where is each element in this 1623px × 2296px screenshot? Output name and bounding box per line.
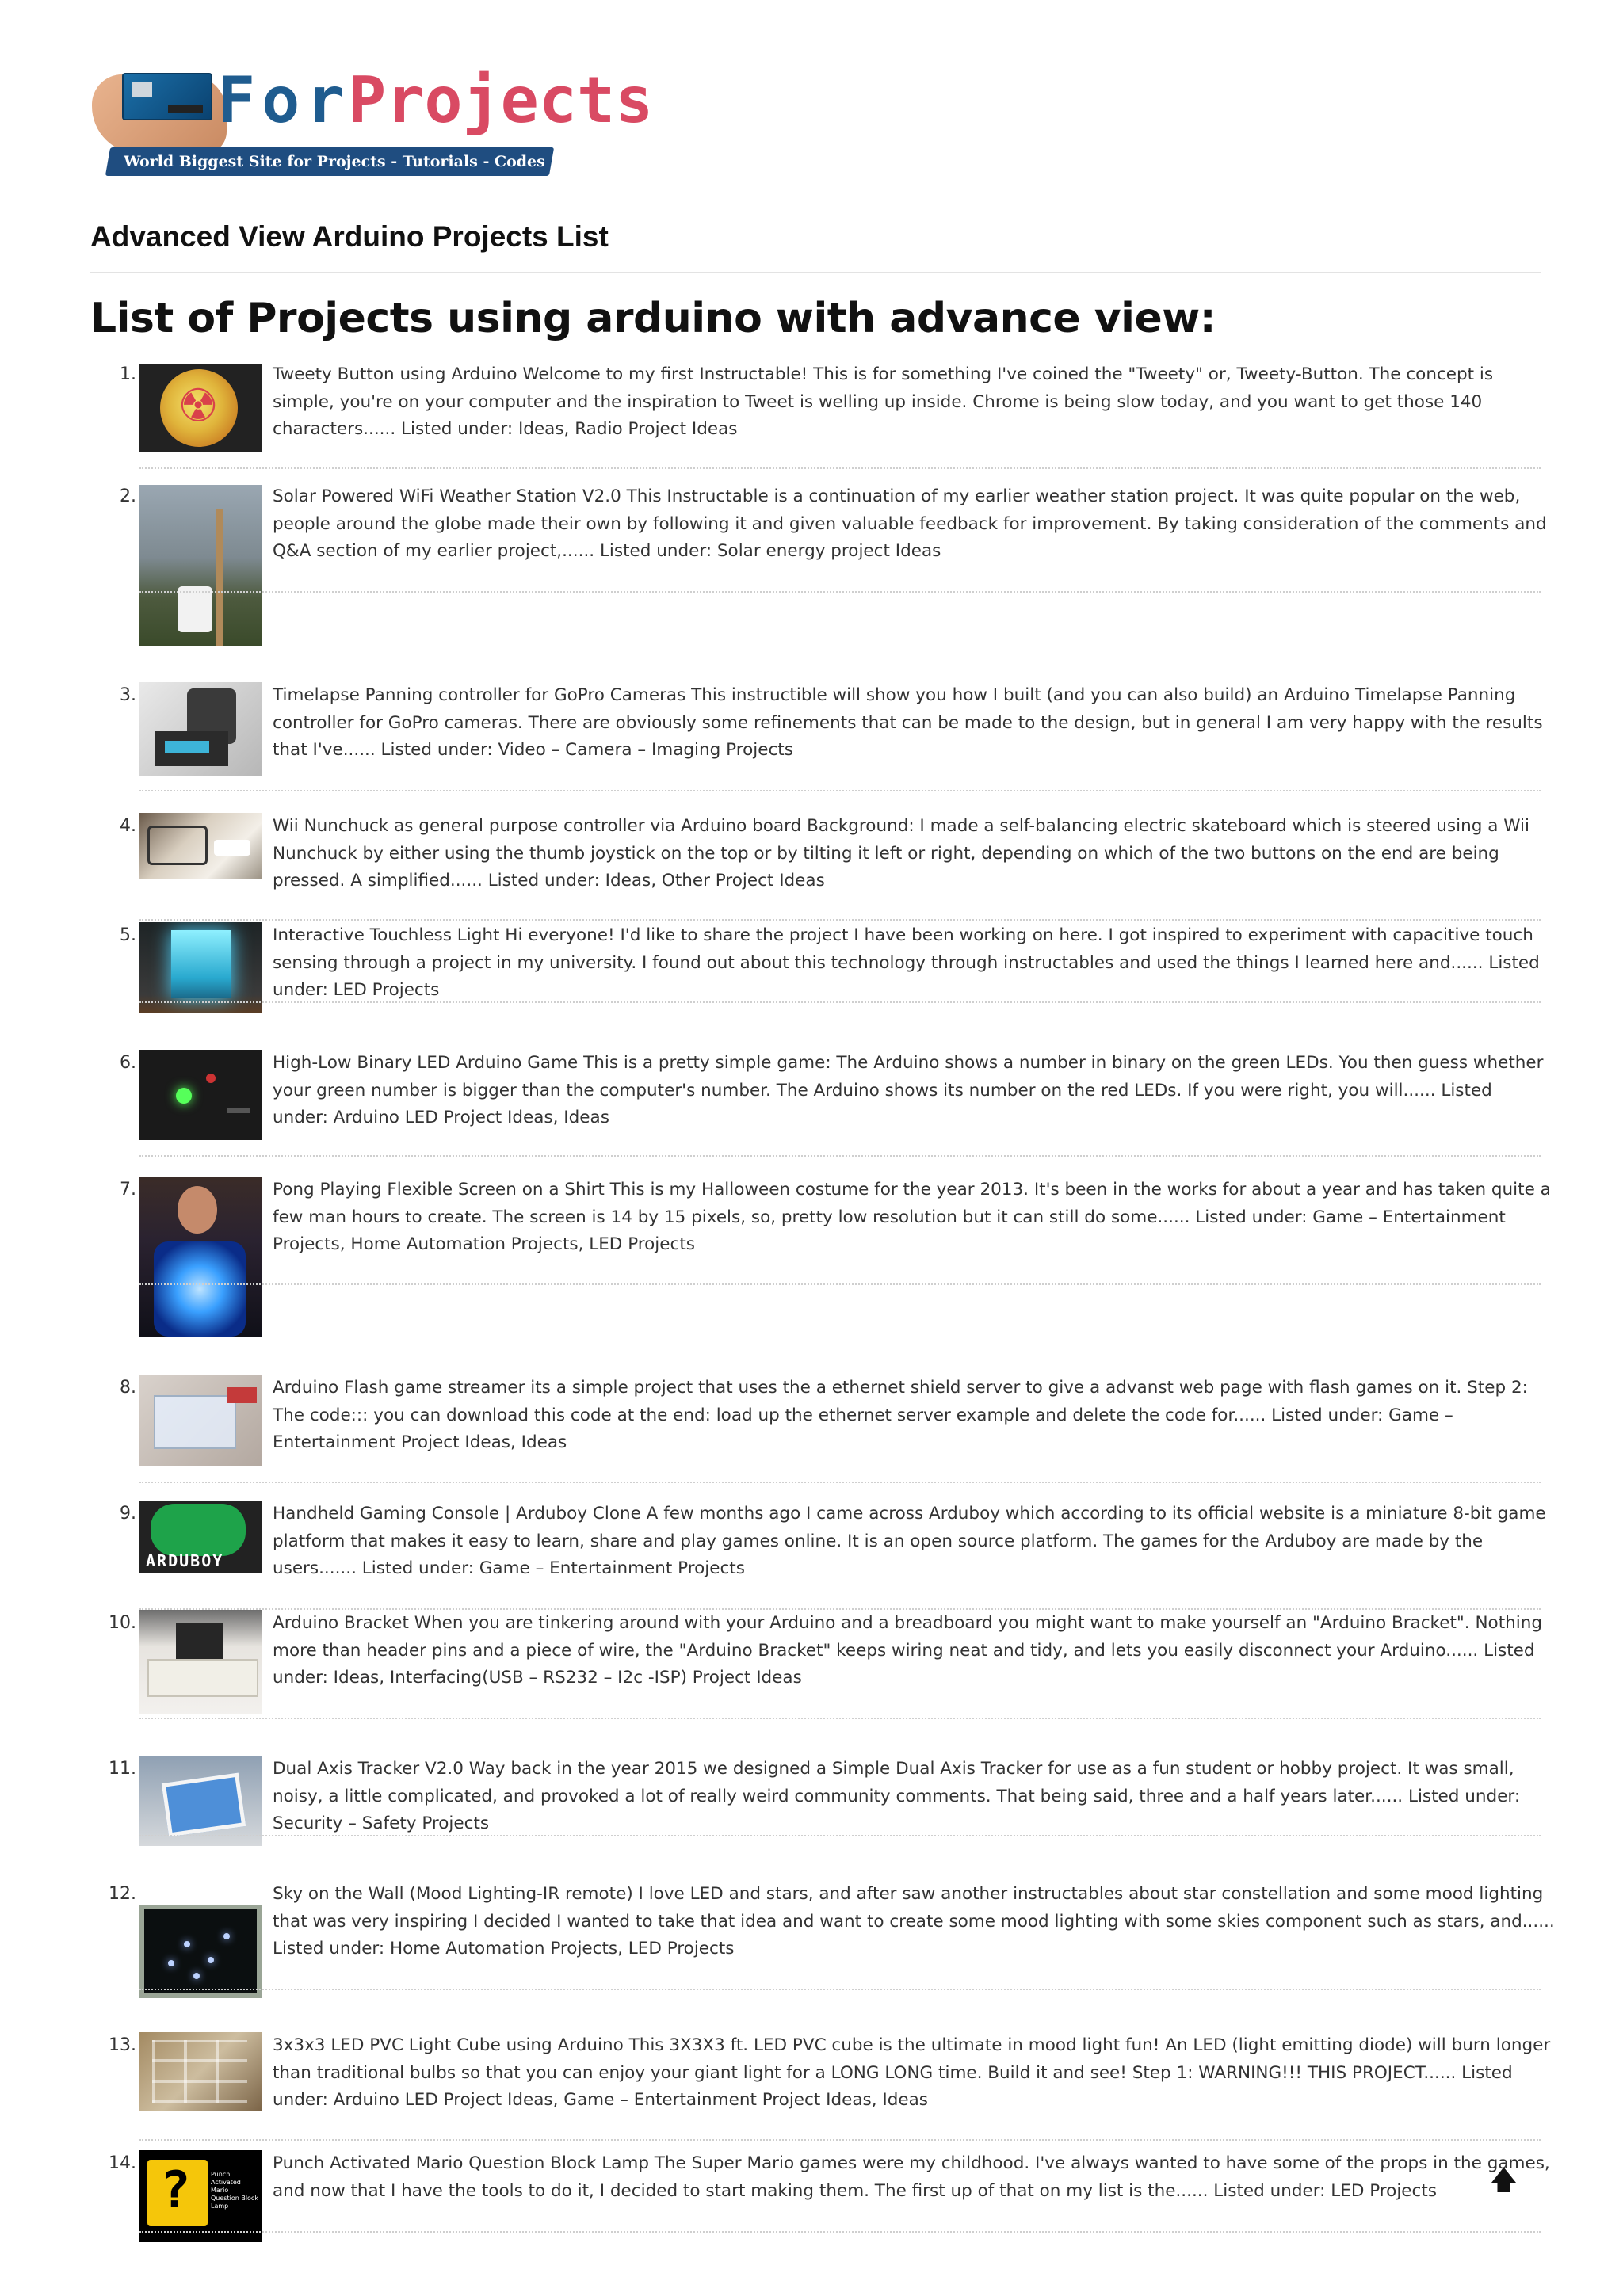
- item-number: 7.: [120, 1180, 136, 1199]
- thumbnail-caption: Punch Activated Mario Question Block Lamp: [211, 2171, 258, 2210]
- page-title: Advanced View Arduino Projects List: [90, 220, 609, 253]
- item-number: 2.: [120, 486, 136, 506]
- item-number: 10.: [109, 1613, 136, 1633]
- project-description[interactable]: 3x3x3 LED PVC Light Cube using Arduino This 3X3X3 ft. LED PVC cube is the ultimate in mood light fun! An LED (light emitting diode) will burn longer than traditional bulbs so that you can enjoy your giant light for a LONG LONG time. Build it and see! Step 1: WARNING!!! THIS PROJECT...... Listed under: Arduino LED Project Ideas, Game – Entertainment Project Ideas, Ideas: [273, 2035, 1551, 2110]
- item-number: 5.: [120, 925, 136, 945]
- item-number: 14.: [109, 2153, 136, 2173]
- item-separator: [139, 1835, 1541, 1836]
- item-number: 11.: [109, 1759, 136, 1779]
- item-separator: [139, 2231, 1541, 2233]
- project-description[interactable]: Dual Axis Tracker V2.0 Way back in the year 2015 we designed a Simple Dual Axis Tracker for use as a fun student or hobby project. It was small, noisy, a little complicated, and provoked a lot of really weird community comments. That being said, three and a half years later...... Listed under: Security – Safety Projects: [273, 1759, 1521, 1833]
- item-number: 4.: [120, 816, 136, 836]
- item-separator: [139, 591, 1541, 593]
- item-number: 6.: [120, 1053, 136, 1073]
- divider: [90, 272, 1541, 273]
- project-description[interactable]: Handheld Gaming Console | Arduboy Clone A few months ago I came across Arduboy which according to its official website is a miniature 8-bit game platform that makes it easy to learn, share and play games online. It is an open source platform. The games for the Arduboy are made by the users....... Listed under: Game – Entertainment Projects: [273, 1504, 1546, 1578]
- project-thumbnail[interactable]: [139, 922, 262, 1013]
- item-separator: [139, 1989, 1541, 1990]
- item-number: 13.: [109, 2035, 136, 2055]
- project-description[interactable]: Wii Nunchuck as general purpose controller via Arduino board Background: I made a self-balancing electric skateboard which is steered using a Wii Nunchuck by either using the thumb joystick on the top or by tilting it left or right, depending on which of the two buttons on the end are being pressed. A simplified...... Listed under: Ideas, Other Project Ideas: [273, 816, 1529, 891]
- item-separator: [139, 919, 1541, 921]
- project-description[interactable]: Solar Powered WiFi Weather Station V2.0 This Instructable is a continuation of my earlier weather station project. It was quite popular on the web, people around the globe made their own by following it and given valuable feedback for improvement. By taking consideration of the comments and Q&A section of my earlier project,...... Listed under: Solar energy project Ideas: [273, 486, 1547, 561]
- project-description[interactable]: Pong Playing Flexible Screen on a Shirt This is my Halloween costume for the year 2013. It's been in the works for about a year and has taken quite a few man hours to create. The screen is 14 by 15 pixels, so, pretty low resolution but it can still do some...... Listed under: Game – Entertainment Projects, Home Automation Projects, LED Projects: [273, 1180, 1551, 1254]
- item-separator: [139, 790, 1541, 791]
- project-description[interactable]: Interactive Touchless Light Hi everyone! I'd like to share the project I have been working on here. I got inspired to experiment with capacitive touch sensing through a project in my university. I found out about this technology through instructables and used the things I learned here and...... Listed under: LED Projects: [273, 925, 1540, 1000]
- project-description[interactable]: Arduino Bracket When you are tinkering around with your Arduino and a breadboard you might want to make yourself an "Arduino Bracket". Nothing more than header pins and a piece of wire, the "Arduino Bracket" keeps wiring neat and tidy, and lets you easily disconnect your Arduino...... Listed under: Ideas, Interfacing(USB – RS232 – I2c -ISP) Project Ideas: [273, 1613, 1542, 1688]
- list-heading: List of Projects using arduino with advance view:: [90, 295, 1216, 342]
- project-thumbnail[interactable]: [139, 1756, 262, 1846]
- project-thumbnail[interactable]: [139, 1050, 262, 1140]
- item-separator: [139, 1001, 1541, 1003]
- project-thumbnail[interactable]: ARDUBOY: [139, 1501, 262, 1573]
- project-description[interactable]: Sky on the Wall (Mood Lighting-IR remote) I love LED and stars, and after saw another instructables about star constellation and some mood lighting that was very inspiring I decided I wanted to take that idea and want to create some mood lighting with some skies component such as stars, and...... Listed under: Home Automation Projects, LED Projects: [273, 1884, 1555, 1958]
- project-thumbnail[interactable]: [139, 813, 262, 879]
- up-arrow-icon[interactable]: 🡅: [1490, 2164, 1518, 2196]
- item-separator: [139, 1718, 1541, 1719]
- item-number: 12.: [109, 1884, 136, 1904]
- item-number: 3.: [120, 685, 136, 705]
- item-separator: [139, 1283, 1541, 1285]
- logo-word-for: For: [217, 63, 351, 137]
- item-separator: [139, 1482, 1541, 1483]
- item-separator: [139, 1155, 1541, 1157]
- project-description[interactable]: Tweety Button using Arduino Welcome to my first Instructable! This is for something I've coined the "Tweety" or, Tweety-Button. The concept is simple, you're on your computer and the inspiration to Tweet is welling up inside. Chrome is being slow today, and you want to get those 140 characters...... Listed under: Ideas, Radio Project Ideas: [273, 364, 1494, 439]
- project-thumbnail[interactable]: [139, 1905, 262, 1998]
- project-thumbnail[interactable]: [139, 2032, 262, 2111]
- project-thumbnail[interactable]: [139, 1610, 262, 1714]
- item-separator: [139, 467, 1541, 469]
- project-description[interactable]: Timelapse Panning controller for GoPro Cameras This instructible will show you how I built (and you can also build) an Arduino Timelapse Panning controller for GoPro cameras. There are obviously some refinements that can be made to the design, but in general I am very happy with the results that I've...... Listed under: Video – Camera – Imaging Projects: [273, 685, 1543, 760]
- site-logo[interactable]: [90, 62, 654, 199]
- logo-tagline: World Biggest Site for Projects - Tutorials - Codes - Ideas: [124, 153, 545, 199]
- project-description[interactable]: Punch Activated Mario Question Block Lamp The Super Mario games were my childhood. I've always wanted to have some of the props in the games, and now that I have the tools to do it, I decided to start making them. The first up of that on my list is the...... Listed under: LED Projects: [273, 2153, 1550, 2201]
- item-number: 8.: [120, 1378, 136, 1398]
- project-thumbnail[interactable]: [139, 682, 262, 776]
- project-thumbnail[interactable]: [139, 485, 262, 646]
- project-thumbnail[interactable]: ? Punch Activated Mario Question Block Lamp: [139, 2150, 262, 2242]
- logo-arduino-board-icon: [122, 73, 212, 120]
- item-separator: [139, 2139, 1541, 2141]
- item-number: 9.: [120, 1504, 136, 1524]
- project-thumbnail[interactable]: [139, 1375, 262, 1466]
- project-thumbnail[interactable]: [139, 364, 262, 452]
- project-description[interactable]: High-Low Binary LED Arduino Game This is a pretty simple game: The Arduino shows a number in binary on the green LEDs. You then guess whether your green number is bigger than the computer's number. The Arduino shows its number on the red LEDs. If you were right, you will...... Listed under: Arduino LED Project Ideas, Ideas: [273, 1053, 1544, 1127]
- item-number: 1.: [120, 364, 136, 384]
- project-thumbnail[interactable]: [139, 1177, 262, 1337]
- project-description[interactable]: Arduino Flash game streamer its a simple project that uses the a ethernet shield server to give a advanst web page with flash games on it. Step 2: The code::: you can download this code at the end: load up the ethernet server example and delete the code for...... Listed under: Game – Entertainment Project Ideas, Ideas: [273, 1378, 1528, 1452]
- logo-word-projects: Projects: [348, 63, 654, 137]
